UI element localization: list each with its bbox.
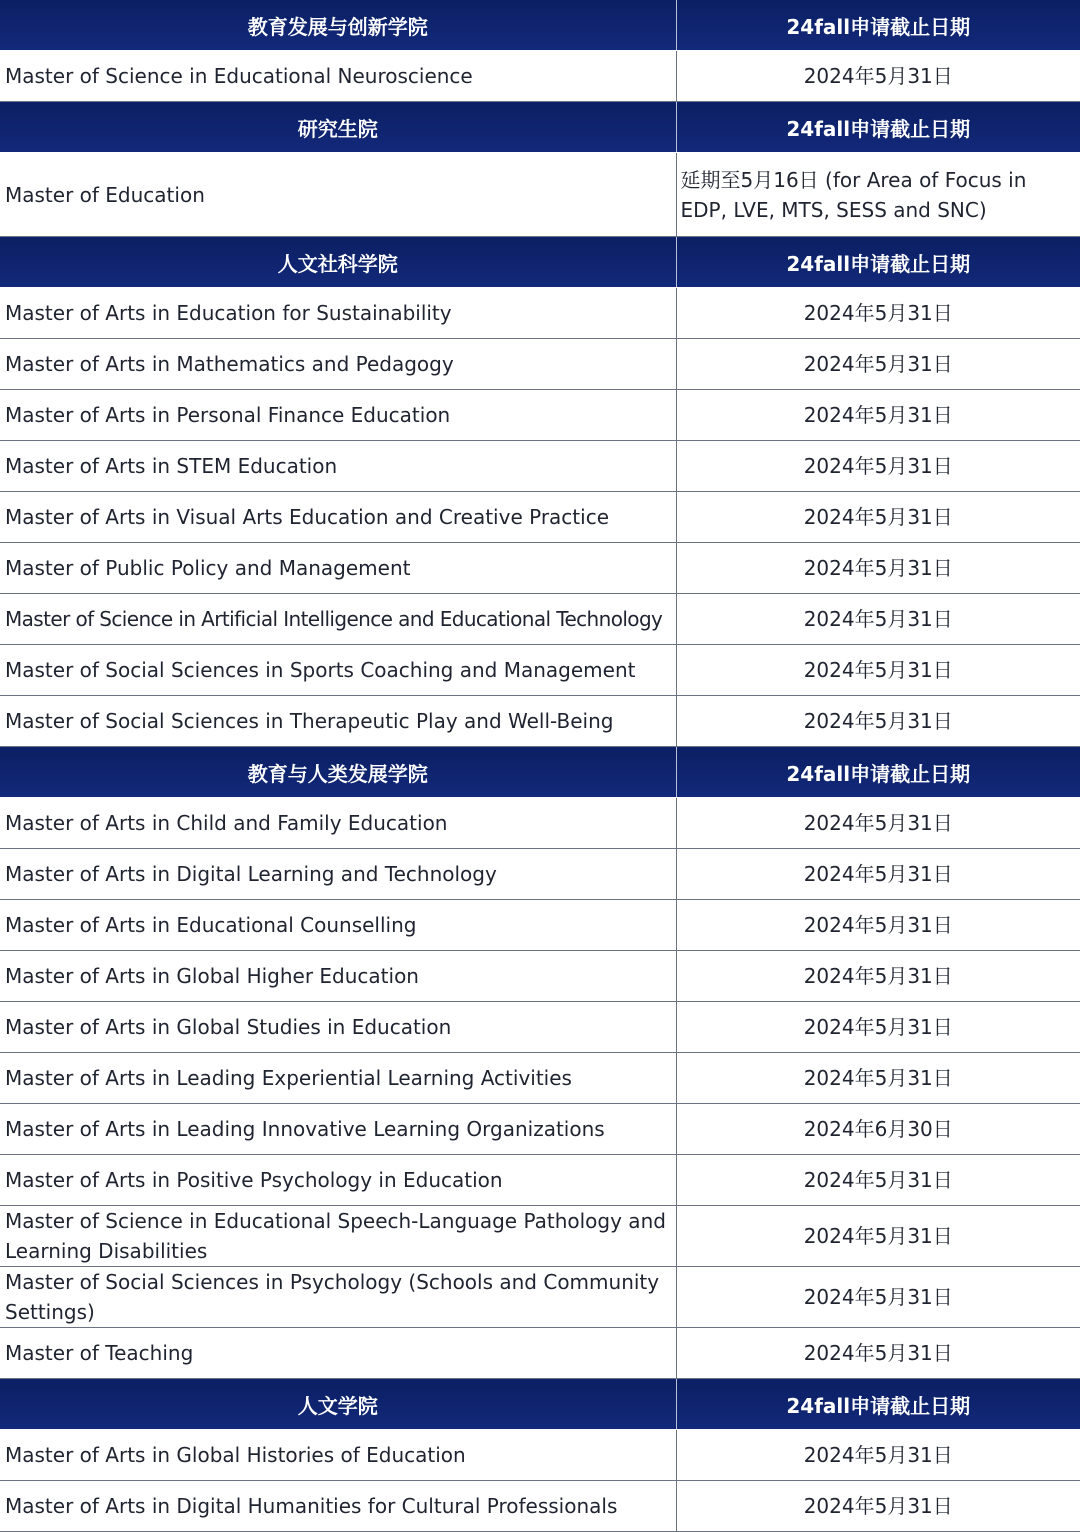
program-name: Master of Arts in Mathematics and Pedagogy: [0, 339, 676, 390]
section-header: [0, 0, 1080, 51]
table-row: [0, 900, 1080, 951]
table-row: [0, 1430, 1080, 1481]
program-name: Master of Arts in Digital Learning and Technology: [0, 849, 676, 900]
section-header: [0, 237, 1080, 288]
table-row: [0, 594, 1080, 645]
deadline: 2024年5月31日: [676, 594, 1080, 645]
table-row: [0, 51, 1080, 102]
table-row: [0, 1104, 1080, 1155]
table-row: [0, 492, 1080, 543]
table-row: [0, 645, 1080, 696]
program-name: Master of Arts in Educational Counselling: [0, 900, 676, 951]
deadline-column-header: 24fall申请截止日期: [676, 1379, 1080, 1430]
program-name: Master of Science in Educational Neuroscience: [0, 51, 676, 102]
table-row: [0, 1002, 1080, 1053]
deadline: 2024年5月31日: [676, 1002, 1080, 1053]
program-name: Master of Social Sciences in Therapeutic Play and Well-Being: [0, 696, 676, 747]
program-name: Master of Arts in Personal Finance Education: [0, 390, 676, 441]
deadline: 2024年5月31日: [676, 696, 1080, 747]
section-header: [0, 102, 1080, 153]
deadline: 2024年5月31日: [676, 1206, 1080, 1267]
deadline: 2024年5月31日: [676, 951, 1080, 1002]
program-name: Master of Social Sciences in Psychology (Schools and Community Settings): [0, 1267, 676, 1328]
table-row: [0, 1267, 1080, 1328]
deadline: 2024年5月31日: [676, 1430, 1080, 1481]
deadline-column-header: 24fall申请截止日期: [676, 0, 1080, 51]
program-name: Master of Arts in STEM Education: [0, 441, 676, 492]
college-name: 人文社科学院: [0, 237, 676, 288]
deadline-column-header: 24fall申请截止日期: [676, 237, 1080, 288]
deadline: 2024年5月31日: [676, 1267, 1080, 1328]
deadline: 2024年5月31日: [676, 1481, 1080, 1532]
program-name: Master of Social Sciences in Sports Coaching and Management: [0, 645, 676, 696]
deadline: 2024年5月31日: [676, 390, 1080, 441]
program-name: Master of Arts in Global Higher Education: [0, 951, 676, 1002]
deadline: 2024年5月31日: [676, 492, 1080, 543]
deadline: 2024年5月31日: [676, 51, 1080, 102]
program-name: Master of Arts in Positive Psychology in Education: [0, 1155, 676, 1206]
program-name: Master of Arts in Leading Experiential Learning Activities: [0, 1053, 676, 1104]
table-row: [0, 1053, 1080, 1104]
program-name: Master of Science in Educational Speech-Language Pathology and Learning Disabilities: [0, 1206, 676, 1267]
deadline: 2024年5月31日: [676, 1155, 1080, 1206]
deadline-column-header: 24fall申请截止日期: [676, 102, 1080, 153]
program-name: Master of Arts in Child and Family Education: [0, 798, 676, 849]
deadline: 延期至5月16日 (for Area of Focus in EDP, LVE, MTS, SESS and SNC): [676, 153, 1080, 237]
program-name: Master of Public Policy and Management: [0, 543, 676, 594]
program-name: Master of Arts in Education for Sustainability: [0, 288, 676, 339]
table-row: [0, 951, 1080, 1002]
section-header: [0, 1379, 1080, 1430]
program-name: Master of Arts in Global Histories of Education: [0, 1430, 676, 1481]
program-name: Master of Teaching: [0, 1328, 676, 1379]
table-row: [0, 1206, 1080, 1267]
program-name: Master of Arts in Leading Innovative Learning Organizations: [0, 1104, 676, 1155]
table-row: [0, 696, 1080, 747]
college-name: 教育与人类发展学院: [0, 747, 676, 798]
program-name: Master of Arts in Visual Arts Education and Creative Practice: [0, 492, 676, 543]
table-row: [0, 339, 1080, 390]
deadline: 2024年5月31日: [676, 1328, 1080, 1379]
table-row: [0, 1328, 1080, 1379]
table-row: [0, 798, 1080, 849]
deadline: 2024年5月31日: [676, 900, 1080, 951]
table-row: [0, 390, 1080, 441]
table-row: [0, 543, 1080, 594]
deadline: 2024年5月31日: [676, 339, 1080, 390]
college-name: 人文学院: [0, 1379, 676, 1430]
program-name: Master of Science in Artificial Intelligence and Educational Technology: [0, 594, 676, 645]
deadline: 2024年6月30日: [676, 1104, 1080, 1155]
program-name: Master of Arts in Digital Humanities for Cultural Professionals: [0, 1481, 676, 1532]
deadline: 2024年5月31日: [676, 288, 1080, 339]
section-header: [0, 747, 1080, 798]
table-row: [0, 849, 1080, 900]
deadline: 2024年5月31日: [676, 441, 1080, 492]
deadline: 2024年5月31日: [676, 1053, 1080, 1104]
program-name: Master of Education: [0, 153, 676, 237]
deadline: 2024年5月31日: [676, 645, 1080, 696]
table-row: [0, 288, 1080, 339]
deadline: 2024年5月31日: [676, 849, 1080, 900]
college-name: 研究生院: [0, 102, 676, 153]
college-name: 教育发展与创新学院: [0, 0, 676, 51]
table-row: [0, 1155, 1080, 1206]
deadline: 2024年5月31日: [676, 543, 1080, 594]
table-row: [0, 441, 1080, 492]
table-row: [0, 153, 1080, 237]
deadline-column-header: 24fall申请截止日期: [676, 747, 1080, 798]
deadline: 2024年5月31日: [676, 798, 1080, 849]
program-name: Master of Arts in Global Studies in Education: [0, 1002, 676, 1053]
